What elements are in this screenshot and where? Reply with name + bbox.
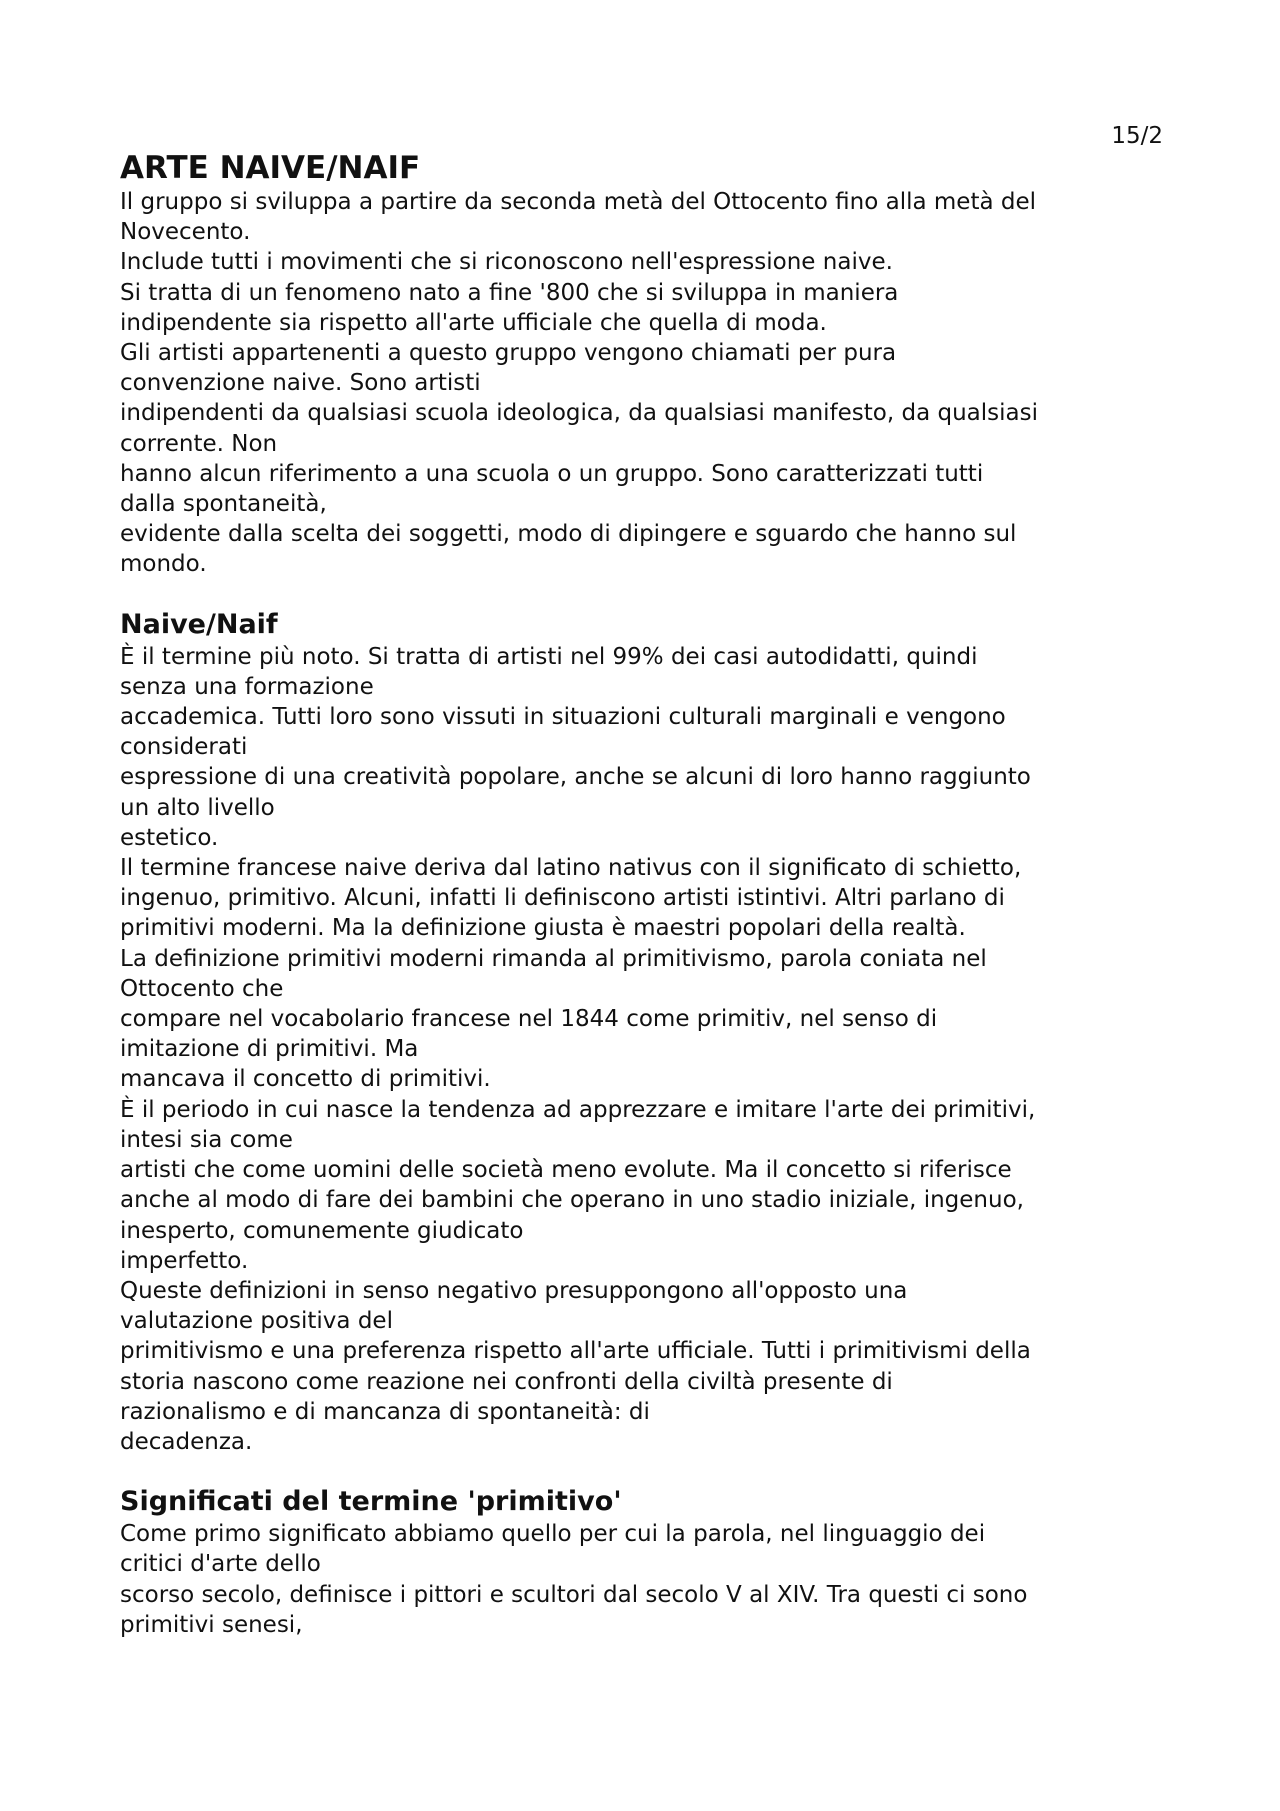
text-line: valutazione positiva del	[120, 1308, 393, 1335]
text-line: È il periodo in cui nasce la tendenza ad apprezzare e imitare l'arte dei primitivi,	[120, 1096, 1036, 1123]
text-line: anche al modo di fare dei bambini che operano in uno stadio iniziale, ingenuo,	[120, 1187, 1024, 1214]
text-line: accademica. Tutti loro sono vissuti in situazioni culturali marginali e vengono	[120, 704, 1006, 731]
text-line: Come primo significato abbiamo quello per cui la parola, nel linguaggio dei	[120, 1521, 986, 1548]
text-line: Il termine francese naive deriva dal latino nativus con il significato di schietto,	[120, 855, 1022, 882]
document-body	[120, 149, 1170, 1640]
text-line: Novecento.	[120, 219, 251, 246]
text-line: critici d'arte dello	[120, 1551, 321, 1578]
text-line: Si tratta di un fenomeno nato a fine '800 che si sviluppa in maniera	[120, 279, 899, 306]
text-line: primitivi moderni. Ma la definizione giusta è maestri popolari della realtà.	[120, 915, 966, 942]
text-line: indipendenti da qualsiasi scuola ideologica, da qualsiasi manifesto, da qualsiasi	[120, 400, 1038, 427]
text-line: La definizione primitivi moderni rimanda al primitivismo, parola coniata nel	[120, 945, 987, 972]
text-line: imperfetto.	[120, 1247, 249, 1274]
text-line: Il gruppo si sviluppa a partire da seconda metà del Ottocento fino alla metà del	[120, 189, 1037, 215]
text-line: primitivi senesi,	[120, 1611, 303, 1638]
text-line: dalla spontaneità,	[120, 491, 327, 518]
text-line: imitazione di primitivi. Ma	[120, 1036, 419, 1063]
text-line: un alto livello	[120, 794, 275, 821]
text-line: compare nel vocabolario francese nel 1844 come primitiv, nel senso di	[120, 1006, 938, 1033]
text-line: È il termine più noto. Si tratta di artisti nel 99% dei casi autodidatti, quindi	[120, 643, 978, 670]
text-line: espressione di una creatività popolare, anche se alcuni di loro hanno raggiunto	[120, 764, 1031, 791]
text-line: primitivismo e una preferenza rispetto all'arte ufficiale. Tutti i primitivismi della	[120, 1338, 1031, 1365]
page-number: 15/2	[1111, 123, 1163, 149]
section-heading-primitivo: Significati del termine 'primitivo'	[120, 1486, 622, 1518]
text-line: considerati	[120, 734, 248, 761]
naive-paragraph	[120, 642, 1170, 1457]
text-line: indipendente sia rispetto all'arte ufficiale che quella di moda.	[120, 309, 827, 336]
text-line: estetico.	[120, 824, 219, 851]
text-line: senza una formazione	[120, 673, 374, 700]
text-line: mancava il concetto di primitivi.	[120, 1066, 491, 1093]
text-line: artisti che come uomini delle società meno evolute. Ma il concetto si riferisce	[120, 1157, 1012, 1184]
section-spacer	[120, 580, 1170, 608]
text-line: convenzione naive. Sono artisti	[120, 370, 481, 397]
section-spacer	[120, 1457, 1170, 1485]
text-line: hanno alcun riferimento a una scuola o un gruppo. Sono caratterizzati tutti	[120, 460, 984, 487]
text-line: scorso secolo, definisce i pittori e scultori dal secolo V al XIV. Tra questi ci sono	[120, 1581, 1028, 1608]
text-line: Include tutti i movimenti che si riconoscono nell'espressione naive.	[120, 249, 893, 276]
text-line: Queste definizioni in senso negativo presuppongono all'opposto una	[120, 1277, 908, 1304]
intro-paragraph	[120, 187, 1170, 580]
section-heading-naive: Naive/Naif	[120, 608, 278, 640]
text-line: inesperto, comunemente giudicato	[120, 1217, 524, 1244]
document-title: ARTE NAIVE/NAIF	[120, 150, 421, 186]
text-line: Ottocento che	[120, 975, 284, 1002]
text-line: Gli artisti appartenenti a questo gruppo vengono chiamati per pura	[120, 340, 897, 367]
text-line: storia nascono come reazione nei confronti della civiltà presente di	[120, 1368, 893, 1395]
text-line: ingenuo, primitivo. Alcuni, infatti li definiscono artisti istintivi. Altri parlano di	[120, 885, 1005, 912]
text-line: mondo.	[120, 551, 207, 578]
text-line: intesi sia come	[120, 1126, 293, 1153]
text-line: corrente. Non	[120, 430, 278, 457]
text-line: evidente dalla scelta dei soggetti, modo di dipingere e sguardo che hanno sul	[120, 521, 1017, 548]
primitivo-paragraph	[120, 1519, 1170, 1640]
text-line: decadenza.	[120, 1428, 253, 1455]
text-line: razionalismo e di mancanza di spontaneità: di	[120, 1398, 650, 1425]
